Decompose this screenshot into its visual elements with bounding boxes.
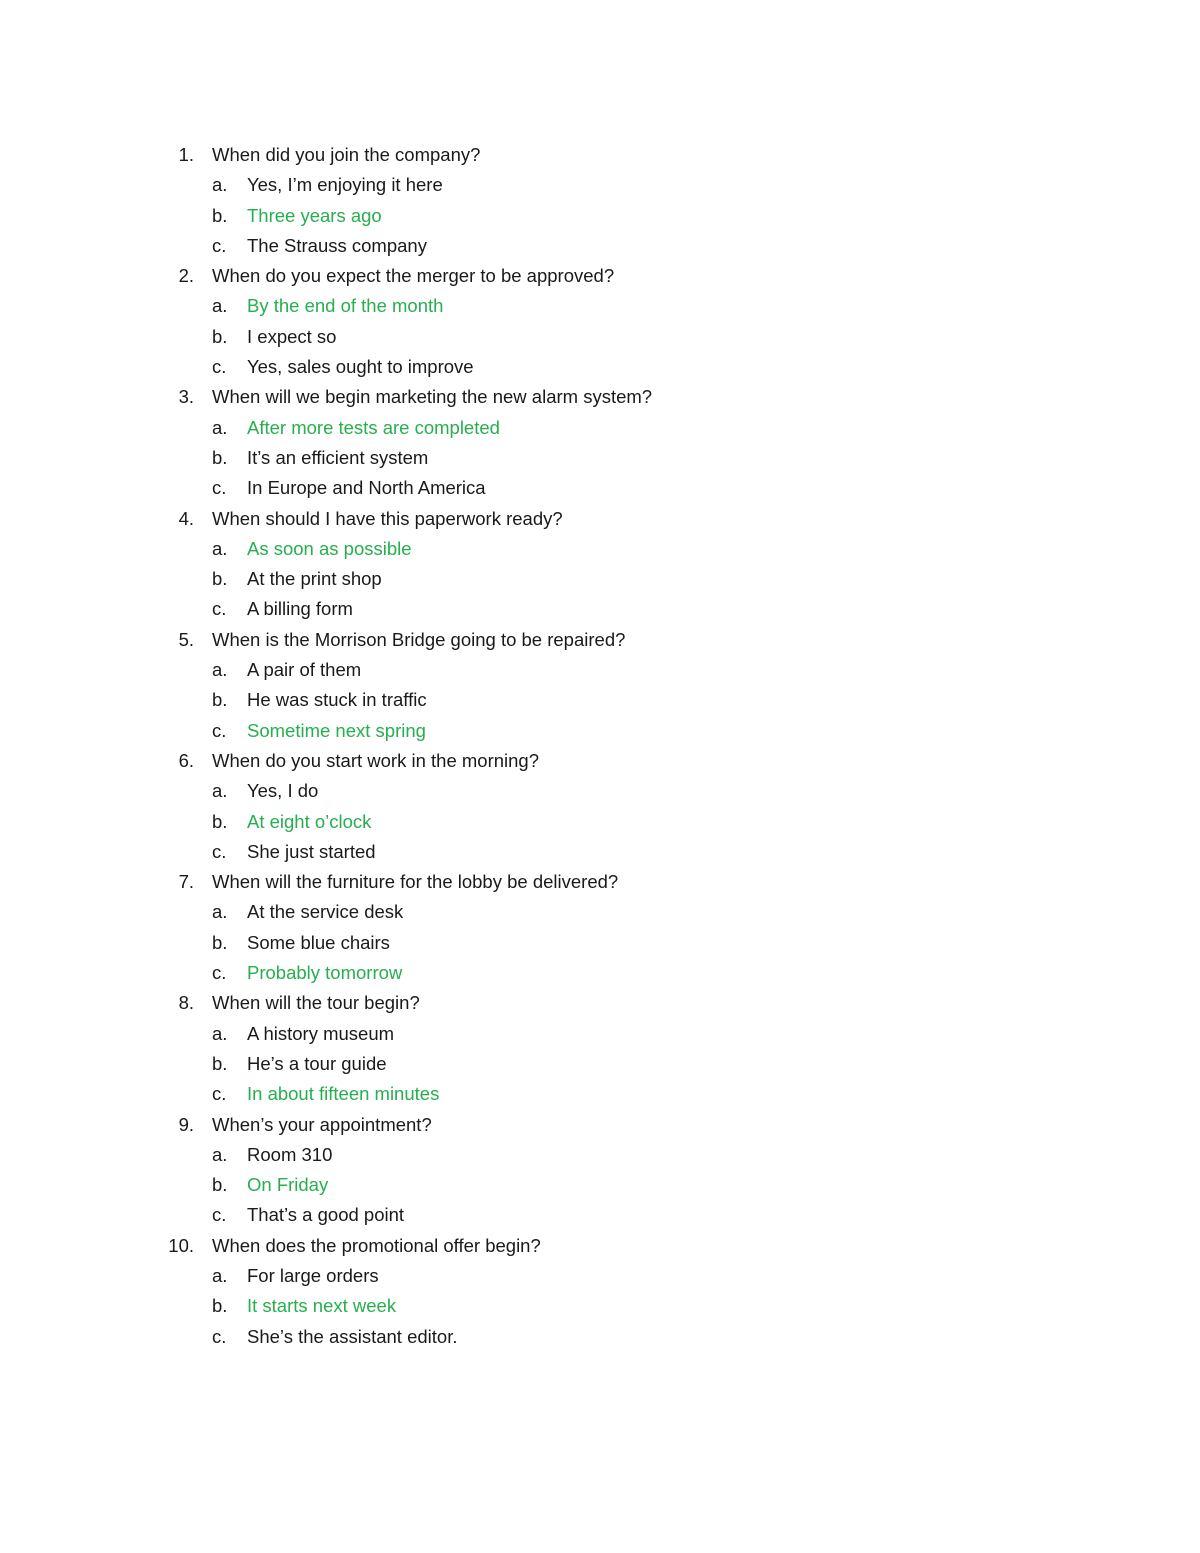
option-letter: a. [212, 295, 228, 317]
answer-option [0, 564, 1200, 594]
question-item [0, 625, 1200, 655]
option-letter: b. [212, 1052, 228, 1074]
option-letter: c. [212, 356, 227, 378]
option-letter: b. [212, 568, 228, 590]
option-text: She just started [247, 840, 376, 862]
answer-option [0, 1140, 1200, 1170]
answer-option-correct [0, 291, 1200, 321]
option-text: Three years ago [247, 204, 382, 226]
answer-option-correct [0, 1291, 1200, 1321]
option-text: He’s a tour guide [247, 1052, 387, 1074]
option-letter: b. [212, 204, 228, 226]
option-letter: a. [212, 537, 228, 559]
option-letter: c. [212, 477, 227, 499]
question-number: 4. [178, 507, 194, 529]
option-letter: c. [212, 962, 227, 984]
option-text: Sometime next spring [247, 719, 426, 741]
question-number: 2. [178, 265, 194, 287]
option-text: Yes, I’m enjoying it here [247, 174, 443, 196]
answer-option-correct [0, 716, 1200, 746]
option-letter: c. [212, 1083, 227, 1105]
option-text: A history museum [247, 1022, 395, 1044]
question-item [0, 1231, 1200, 1261]
answer-option [0, 928, 1200, 958]
option-letter: c. [212, 234, 227, 256]
option-text: It’s an efficient system [247, 446, 429, 468]
option-text: A billing form [247, 598, 353, 620]
answer-option [0, 897, 1200, 927]
answer-option [0, 443, 1200, 473]
answer-option [0, 685, 1200, 715]
option-text: In about fifteen minutes [247, 1083, 440, 1105]
question-text: When do you start work in the morning? [212, 749, 539, 771]
answer-option [0, 473, 1200, 503]
option-text: By the end of the month [247, 295, 444, 317]
option-text: The Strauss company [247, 234, 427, 256]
answer-option-correct [0, 201, 1200, 231]
answer-option [0, 594, 1200, 624]
option-text: As soon as possible [247, 537, 412, 559]
question-item [0, 140, 1200, 170]
option-letter: a. [212, 780, 228, 802]
answer-option [0, 231, 1200, 261]
answer-option-correct [0, 1170, 1200, 1200]
option-letter: b. [212, 325, 228, 347]
question-number: 6. [178, 749, 194, 771]
question-item [0, 382, 1200, 412]
option-text: Yes, sales ought to improve [247, 356, 474, 378]
option-text: Some blue chairs [247, 931, 390, 953]
option-letter: a. [212, 174, 228, 196]
question-text: When did you join the company? [212, 144, 481, 165]
option-letter: a. [212, 1022, 228, 1044]
answer-option [0, 1019, 1200, 1049]
answer-option [0, 1322, 1200, 1352]
option-text: That’s a good point [247, 1204, 405, 1226]
option-text: A pair of them [247, 659, 362, 681]
answer-option [0, 322, 1200, 352]
answer-option-correct [0, 807, 1200, 837]
option-letter: b. [212, 931, 228, 953]
option-letter: a. [212, 659, 228, 681]
answer-option [0, 776, 1200, 806]
option-letter: c. [212, 598, 227, 620]
question-list [0, 140, 1200, 1352]
answer-option [0, 655, 1200, 685]
option-text: At the print shop [247, 568, 382, 590]
option-letter: b. [212, 689, 228, 711]
option-text: At eight o’clock [247, 810, 372, 832]
option-text: Probably tomorrow [247, 962, 403, 984]
option-text: Room 310 [247, 1143, 333, 1165]
option-letter: b. [212, 810, 228, 832]
option-text: She’s the assistant editor. [247, 1325, 458, 1347]
option-letter: b. [212, 1174, 228, 1196]
option-letter: b. [212, 446, 228, 468]
question-item [0, 261, 1200, 291]
question-item [0, 1110, 1200, 1140]
option-letter: a. [212, 901, 228, 923]
question-number: 7. [178, 871, 194, 893]
question-number: 5. [178, 628, 194, 650]
option-text: I expect so [247, 325, 337, 347]
option-letter: a. [212, 1264, 228, 1286]
option-text: Yes, I do [247, 780, 319, 802]
answer-option-correct [0, 413, 1200, 443]
option-letter: c. [212, 1204, 227, 1226]
option-text: After more tests are completed [247, 416, 500, 438]
option-text: On Friday [247, 1174, 329, 1196]
question-text: When should I have this paperwork ready? [212, 507, 563, 529]
answer-option-correct [0, 958, 1200, 988]
option-text: For large orders [247, 1264, 379, 1286]
option-letter: a. [212, 1143, 228, 1165]
question-number: 9. [178, 1113, 194, 1135]
answer-option-correct [0, 1079, 1200, 1109]
question-number: 8. [178, 992, 194, 1014]
question-text: When will we begin marketing the new alarm system? [212, 386, 653, 408]
option-letter: b. [212, 1295, 228, 1317]
option-text: He was stuck in traffic [247, 689, 427, 711]
question-item [0, 504, 1200, 534]
option-text: In Europe and North America [247, 477, 486, 499]
answer-option-correct [0, 534, 1200, 564]
question-text: When will the furniture for the lobby be delivered? [212, 871, 619, 893]
option-letter: a. [212, 416, 228, 438]
question-text: When will the tour begin? [212, 992, 420, 1014]
question-text: When does the promotional offer begin? [212, 1234, 541, 1256]
option-letter: c. [212, 840, 227, 862]
option-letter: c. [212, 1325, 227, 1347]
question-text: When is the Morrison Bridge going to be repaired? [212, 628, 626, 650]
answer-option [0, 1261, 1200, 1291]
answer-option [0, 1049, 1200, 1079]
question-item [0, 867, 1200, 897]
question-number: 3. [178, 386, 194, 408]
question-text: When’s your appointment? [212, 1113, 432, 1135]
option-letter: c. [212, 719, 227, 741]
question-item [0, 746, 1200, 776]
question-number: 1. [178, 144, 194, 165]
question-number: 10. [168, 1234, 194, 1256]
question-item [0, 988, 1200, 1018]
answer-option [0, 352, 1200, 382]
option-text: It starts next week [247, 1295, 397, 1317]
answer-option [0, 170, 1200, 200]
option-text: At the service desk [247, 901, 404, 923]
answer-option [0, 837, 1200, 867]
question-text: When do you expect the merger to be approved? [212, 265, 615, 287]
answer-option [0, 1200, 1200, 1230]
